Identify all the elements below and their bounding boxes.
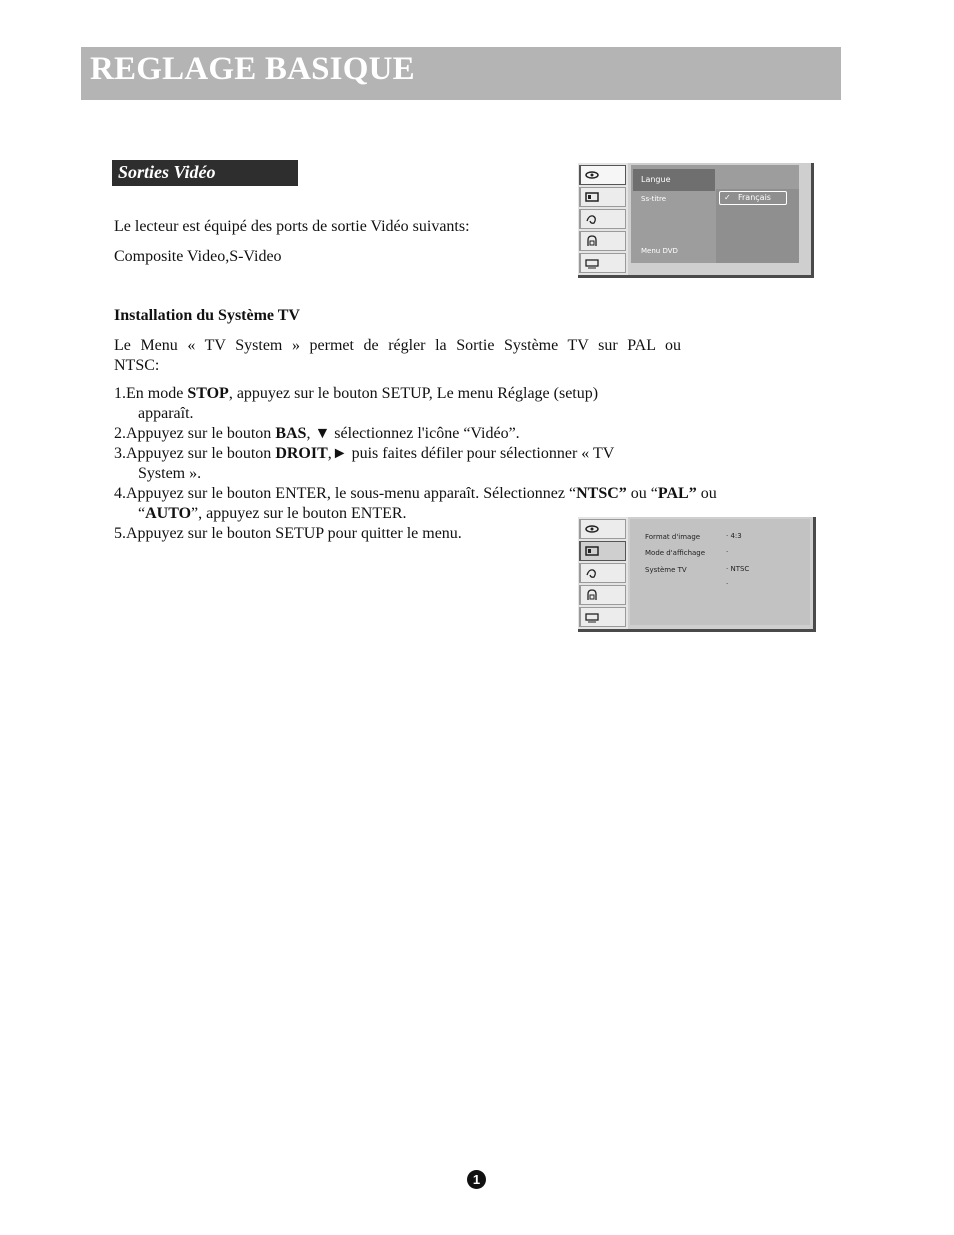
install-paragraph-line-1: Le Menu « TV System » permet de régler la Sortie Système TV sur PAL ou [114,337,681,354]
video-icon [579,541,626,561]
audio-icon [579,209,626,229]
intro-line-2: Composite Video,S-Video [114,248,282,265]
menu-item-format-image[interactable]: Format d'image [645,533,701,541]
general-icon [579,519,626,539]
menu-tabs [578,163,628,275]
menu-panel [630,519,810,625]
menu-item-langue[interactable]: Langue [641,175,671,184]
step-3-cont: System ». [138,465,202,482]
menu-item-mode-affichage[interactable]: Mode d'affichage [645,549,706,557]
general-icon [579,165,626,185]
misc-icon [579,253,626,273]
page-title: REGLAGE BASIQUE [90,51,415,87]
misc-icon [579,607,626,627]
step-4-cont: “AUTO”, appuyez sur le bouton ENTER. [138,505,407,522]
value-format-image: · 4:3 [726,532,742,540]
menu-item-systeme-tv[interactable]: Système TV [645,566,687,574]
setup-menu-video [578,517,816,632]
setup-menu-language [578,163,814,278]
menu-panel [631,165,799,263]
section-title-box [112,160,298,186]
header-banner [81,47,841,100]
step-3: 3.Appuyez sur le bouton DROIT,► puis faites défiler pour sélectionner « TV [114,445,615,462]
step-1-cont: apparaît. [138,405,194,422]
parental-icon [579,585,626,605]
value-blank: · [726,580,729,588]
step-1: 1.En mode STOP, appuyez sur le bouton SETUP, Le menu Réglage (setup) [114,385,599,402]
step-2: 2.Appuyez sur le bouton BAS, ▼ sélectionnez l'icône “Vidéo”. [114,425,520,442]
option-label: Français [738,193,771,202]
step-4: 4.Appuyez sur le bouton ENTER, le sous-menu apparaît. Sélectionnez “NTSC” ou “PAL” ou [114,485,717,502]
section-title: Sorties Vidéo [118,162,216,182]
install-paragraph-line-2: NTSC: [114,357,160,374]
option-francais[interactable] [719,191,787,205]
intro-line-1: Le lecteur est équipé des ports de sortie Vidéo suivants: [114,218,470,235]
page-number: 1 [467,1170,486,1189]
value-mode-affichage: · [726,548,729,556]
video-icon [579,187,626,207]
install-heading: Installation du Système TV [114,307,300,324]
audio-icon [579,563,626,583]
menu-tabs [578,517,628,629]
step-5: 5.Appuyez sur le bouton SETUP pour quitter le menu. [114,525,462,542]
menu-item-menu-dvd[interactable]: Menu DVD [641,247,678,255]
check-icon: ✓ [724,193,731,202]
parental-icon [579,231,626,251]
menu-item-ss-titre[interactable]: Ss-titre [641,195,667,203]
value-systeme-tv: · NTSC [726,565,750,573]
